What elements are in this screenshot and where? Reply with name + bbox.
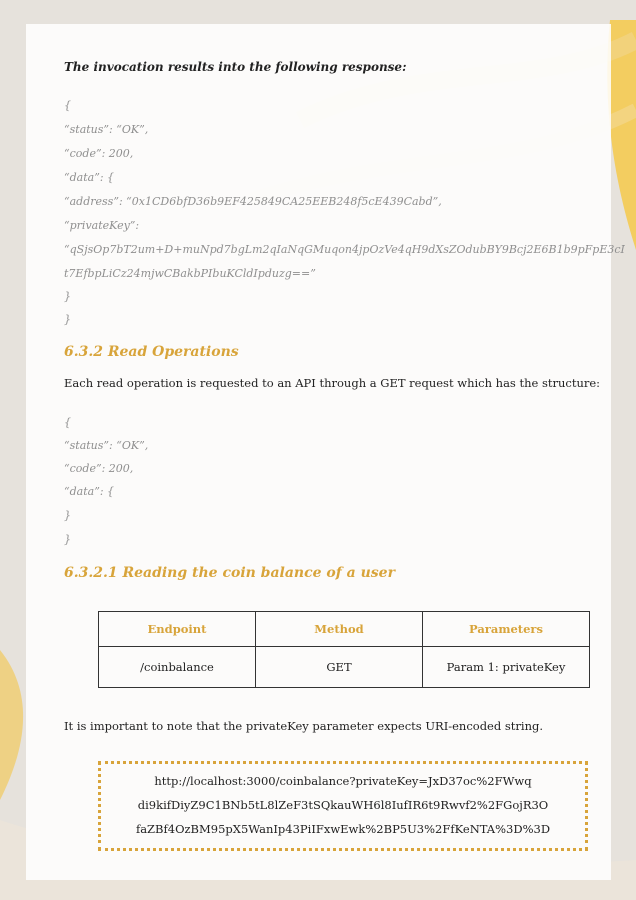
section-heading-read-operations: 6.3.2 Read Operations — [64, 344, 239, 360]
code-line: “privateKey”: — [64, 219, 140, 232]
uri-encoding-note: It is important to note that the privateKey parameter expects URI-encoded string. — [64, 719, 544, 733]
code-line: “code”: 200, — [64, 147, 134, 160]
response-intro: The invocation results into the following response: — [64, 60, 407, 74]
column-header-endpoint: Endpoint — [99, 612, 256, 647]
code-line: “qSjsOp7bT2um+D+muNpd7bgLm2qIaNqGMuqon4jpOzVe4qH9dXsZOdubBY9Bcj2E6B1b9pFpE3cI — [64, 243, 625, 256]
section-heading-coin-balance: 6.3.2.1 Reading the coin balance of a user — [64, 565, 395, 581]
example-url-box — [98, 761, 588, 851]
code-line: “data”: { — [64, 171, 115, 184]
column-header-parameters: Parameters — [423, 612, 590, 647]
table-header-row — [99, 612, 590, 647]
cell-endpoint: /coinbalance — [99, 647, 256, 688]
code-line: } — [64, 509, 71, 522]
code-line: { — [64, 99, 71, 112]
column-header-method: Method — [256, 612, 423, 647]
code-line: “code”: 200, — [64, 462, 134, 475]
code-line: t7EfbpLiCz24mjwCBakbPIbuKCldIpduzg==” — [64, 267, 316, 280]
document-page — [26, 24, 625, 880]
read-description: Each read operation is requested to an API through a GET request which has the structure: — [64, 376, 601, 390]
url-line: di9kifDiyZ9C1BNb5tL8lZeF3tSQkauWH6l8IufIR6t9Rwvf2%2FGojR3O — [137, 798, 549, 812]
code-line: } — [64, 290, 71, 303]
code-line: } — [64, 313, 71, 326]
table-row — [99, 647, 590, 688]
code-line: “status”: “OK”, — [64, 439, 149, 452]
code-line: “data”: { — [64, 485, 115, 498]
url-line: http://localhost:3000/coinbalance?privateKey=JxD37oc%2FWwq — [154, 774, 532, 788]
endpoint-table — [98, 611, 590, 688]
cell-parameters: Param 1: privateKey — [423, 647, 590, 688]
cell-method: GET — [256, 647, 423, 688]
code-line: } — [64, 533, 71, 546]
code-line: “status”: “OK”, — [64, 123, 149, 136]
url-line: faZBf4OzBM95pX5WanIp43PiIFxwEwk%2BP5U3%2FfKeNTA%3D%3D — [135, 822, 551, 836]
code-line: { — [64, 416, 71, 429]
code-line: “address”: “0x1CD6bfD36b9EF425849CA25EEB248f5cE439Cabd”, — [64, 195, 442, 208]
